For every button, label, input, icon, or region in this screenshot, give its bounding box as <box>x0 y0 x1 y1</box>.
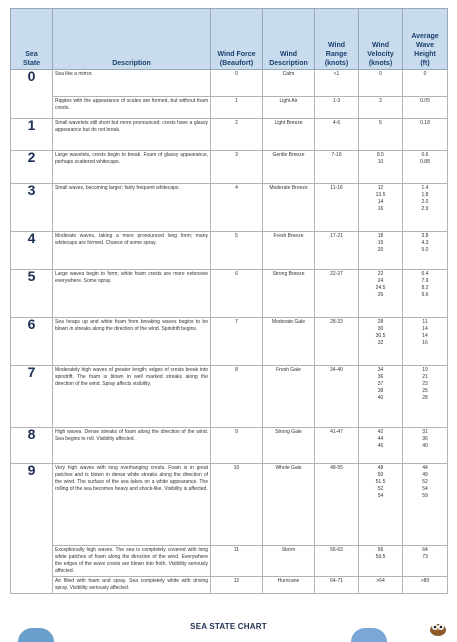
wave-height-cell-value: 7.9 <box>421 278 429 284</box>
table-row <box>11 464 448 546</box>
table-row <box>11 97 448 119</box>
sea-state-table <box>10 8 448 594</box>
description-cell: High waves. Dense streaks of foam along the direction of the wind. Sea begins to roll. Visibility affected. <box>53 428 211 464</box>
wind-description-cell: Fresh Gale <box>263 366 315 428</box>
wave-height-cell-value: 28 <box>422 395 428 401</box>
wind-description-cell: Gentle Breeze <box>263 151 315 184</box>
wind-velocity-cell <box>359 546 403 577</box>
wind-velocity-cell-value: 24.5 <box>375 285 386 291</box>
wave-height-cell-value: 9.6 <box>421 292 429 298</box>
wind-range-cell: 4-6 <box>315 119 359 151</box>
wave-height-cell-value: 0.88 <box>420 159 430 165</box>
description-cell: Ripples with the appearance of scales are formed, but without foam crests. <box>53 97 211 119</box>
table-row <box>11 428 448 464</box>
wind-velocity-cell-value: 30.5 <box>375 333 386 339</box>
table-row <box>11 184 448 232</box>
wind-range-cell: 11-16 <box>315 184 359 232</box>
wind-velocity-cell-value: 14 <box>377 199 384 205</box>
wind-force-cell: 11 <box>211 546 263 577</box>
wind-range-cell: 7-10 <box>315 151 359 184</box>
wave-height-cell-value: 14 <box>422 333 428 339</box>
wave-height-cell-value: 54 <box>422 486 428 492</box>
wind-velocity-cell <box>359 318 403 366</box>
wind-velocity-cell <box>359 97 403 119</box>
wave-height-cell-value: 40 <box>422 443 428 449</box>
wave-height-cell-value: 0 <box>423 71 427 77</box>
wave-height-cell-value: 8.2 <box>421 285 429 291</box>
wave-height-cell-value: 1.8 <box>421 192 429 198</box>
wind-velocity-cell-value: >64 <box>376 578 385 584</box>
table-row <box>11 318 448 366</box>
wave-height-cell-value: 14 <box>422 326 428 332</box>
wave-height-cell-value: 49 <box>422 472 428 478</box>
wind-range-cell: 22-27 <box>315 270 359 318</box>
header-description: Description <box>53 9 211 70</box>
wave-height-cell <box>403 232 448 270</box>
wind-velocity-cell-value: 48 <box>377 465 384 471</box>
wave-height-cell-value: 16 <box>422 340 428 346</box>
wind-velocity-cell-value: 10 <box>377 159 384 165</box>
header-wind-range: Wind Range (knots) <box>315 9 359 70</box>
sea-state-number: 6 <box>11 318 53 366</box>
table-row <box>11 151 448 184</box>
wind-velocity-cell-value: 32 <box>377 340 384 346</box>
description-cell: Small wavelets still short but more pronounced; crests have a glassy appearance but do not break. <box>53 119 211 151</box>
wind-velocity-cell-value: 46 <box>377 443 384 449</box>
wind-range-cell: 1-3 <box>315 97 359 119</box>
wind-force-cell: 2 <box>211 119 263 151</box>
wind-range-cell: 56-63 <box>315 546 359 577</box>
wind-velocity-cell-value: 19 <box>377 240 384 246</box>
wave-height-cell-value: 31 <box>422 429 428 435</box>
wind-velocity-cell <box>359 577 403 594</box>
wave-decoration <box>351 628 387 642</box>
wave-height-cell-value: 52 <box>422 479 428 485</box>
wave-height-cell <box>403 318 448 366</box>
table-header-row <box>11 9 448 70</box>
wave-height-cell <box>403 428 448 464</box>
wind-velocity-cell <box>359 119 403 151</box>
table-row <box>11 119 448 151</box>
wind-velocity-cell-value: 2 <box>379 98 382 104</box>
wind-velocity-cell-value: 40 <box>377 395 384 401</box>
owl-mascot <box>427 618 449 636</box>
description-cell: Sea like a mirror. <box>53 70 211 97</box>
wave-height-cell <box>403 366 448 428</box>
wave-height-cell-value: 23 <box>422 381 428 387</box>
wind-velocity-cell-value: 13.5 <box>375 192 386 198</box>
description-cell: Moderate waves, taking a more pronounced long form; many whitecaps are formed. Chance of some spray. <box>53 232 211 270</box>
wind-force-cell: 5 <box>211 232 263 270</box>
wave-height-cell-value: 0.6 <box>421 152 429 158</box>
wave-height-cell-value: 0.18 <box>420 120 430 126</box>
wind-description-cell: Light Air <box>263 97 315 119</box>
wave-height-cell-value: 3.8 <box>421 233 429 239</box>
sea-state-chart <box>10 8 447 594</box>
wind-velocity-cell-value: 50 <box>377 472 384 478</box>
wind-velocity-cell-value: 54 <box>377 493 384 499</box>
wave-height-cell-value: 21 <box>422 374 428 380</box>
sea-state-number: 8 <box>11 428 53 464</box>
wind-velocity-cell-value: 36 <box>377 374 384 380</box>
wind-velocity-cell-value: 28 <box>377 319 384 325</box>
wind-velocity-cell-value: 51.5 <box>375 479 386 485</box>
wave-height-cell <box>403 270 448 318</box>
wind-velocity-cell <box>359 270 403 318</box>
chart-caption: SEA STATE CHART <box>190 622 267 631</box>
wave-height-cell-value: >80 <box>420 578 430 584</box>
wind-velocity-cell-value: 42 <box>377 429 384 435</box>
wave-height-cell-value: 36 <box>422 436 428 442</box>
table-row <box>11 232 448 270</box>
wind-description-cell: Whole Gale <box>263 464 315 546</box>
wave-height-cell-value: 2.9 <box>421 206 429 212</box>
wave-height-cell-value: 5.0 <box>421 247 429 253</box>
wind-range-cell: 28-33 <box>315 318 359 366</box>
wind-velocity-cell-value: 52 <box>377 486 384 492</box>
wind-velocity-cell-value: 38 <box>377 388 384 394</box>
wave-height-cell-value: 25 <box>422 388 428 394</box>
wave-height-cell-value: 19 <box>422 367 428 373</box>
wind-description-cell: Fresh Breeze <box>263 232 315 270</box>
wave-height-cell-value: 6.4 <box>421 271 429 277</box>
wind-velocity-cell-value: 30 <box>377 326 384 332</box>
description-cell: Exceptionally high waves. The sea is completely covered with long white patches of foam along the direction of the wind. Everywhere the edges of the wave crests are blown into froth. Visibility seriously affected. <box>53 546 211 577</box>
wind-velocity-cell <box>359 151 403 184</box>
wind-range-cell: 64-71 <box>315 577 359 594</box>
wind-description-cell: Moderate Gale <box>263 318 315 366</box>
wind-velocity-cell-value: 18 <box>377 233 384 239</box>
wave-height-cell <box>403 119 448 151</box>
wind-force-cell: 4 <box>211 184 263 232</box>
wind-force-cell: 10 <box>211 464 263 546</box>
sea-state-number: 2 <box>11 151 53 184</box>
wave-height-cell <box>403 70 448 97</box>
wind-force-cell: 1 <box>211 97 263 119</box>
wave-height-cell <box>403 577 448 594</box>
table-body <box>11 70 448 594</box>
wind-velocity-cell-value: 0 <box>379 71 382 77</box>
wave-height-cell-value: 59 <box>422 493 428 499</box>
wind-velocity-cell-value: 5 <box>379 120 382 126</box>
wind-velocity-cell <box>359 232 403 270</box>
wind-velocity-cell-value: 34 <box>377 367 384 373</box>
wind-range-cell: 41-47 <box>315 428 359 464</box>
wind-velocity-cell <box>359 184 403 232</box>
wind-velocity-cell <box>359 428 403 464</box>
wave-height-cell-value: 2.0 <box>421 199 429 205</box>
wind-velocity-cell-value: 20 <box>377 247 384 253</box>
wind-velocity-cell-value: 24 <box>377 278 384 284</box>
wind-range-cell: <1 <box>315 70 359 97</box>
sea-state-number: 4 <box>11 232 53 270</box>
wind-description-cell: Strong Gale <box>263 428 315 464</box>
wave-height-cell <box>403 464 448 546</box>
wave-height-cell-value: 44 <box>422 465 428 471</box>
wind-force-cell: 9 <box>211 428 263 464</box>
wind-velocity-cell-value: 44 <box>377 436 384 442</box>
wind-range-cell: 17-21 <box>315 232 359 270</box>
wind-force-cell: 6 <box>211 270 263 318</box>
wind-force-cell: 7 <box>211 318 263 366</box>
header-wave-height: Average Wave Height (ft) <box>403 9 448 70</box>
wind-description-cell: Light Breeze <box>263 119 315 151</box>
wind-description-cell: Calm <box>263 70 315 97</box>
wind-velocity-cell-value: 56 <box>377 547 384 553</box>
wave-height-cell-value: 4.3 <box>421 240 429 246</box>
wind-velocity-cell-value: 26 <box>377 292 384 298</box>
sea-state-number: 0 <box>11 70 53 119</box>
wind-velocity-cell-value: 8.5 <box>377 152 384 158</box>
wind-force-cell: 8 <box>211 366 263 428</box>
table-row <box>11 366 448 428</box>
wind-range-cell: 48-55 <box>315 464 359 546</box>
wave-height-cell <box>403 184 448 232</box>
table-row <box>11 577 448 594</box>
wind-force-cell: 12 <box>211 577 263 594</box>
wind-velocity-cell <box>359 464 403 546</box>
sea-state-number: 3 <box>11 184 53 232</box>
wind-description-cell: Moderate Breeze <box>263 184 315 232</box>
wind-velocity-cell-value: 37 <box>377 381 384 387</box>
wind-force-cell: 3 <box>211 151 263 184</box>
wave-height-cell-value: 11 <box>422 319 428 325</box>
wind-velocity-cell-value: 12 <box>377 185 384 191</box>
wave-height-cell <box>403 97 448 119</box>
header-wind-velocity: Wind Velocity (knots) <box>359 9 403 70</box>
header-wind-force: Wind Force (Beaufort) <box>211 9 263 70</box>
wind-force-cell: 0 <box>211 70 263 97</box>
description-cell: Very high waves with long overhanging crests. Foam is in great patches and is blown in dense white streaks along the direction of the wind. The surface of the sea takes on a white appearance. The rolling of the sea becomes heavy and shock-like. Visibility is affected. <box>53 464 211 546</box>
table-row <box>11 270 448 318</box>
sea-state-number: 1 <box>11 119 53 151</box>
description-cell: Small waves, becoming larger; fairly frequent whitecaps. <box>53 184 211 232</box>
wave-height-cell-value: 73 <box>422 554 428 560</box>
wind-velocity-cell <box>359 366 403 428</box>
wave-height-cell <box>403 151 448 184</box>
sea-state-number: 5 <box>11 270 53 318</box>
wind-range-cell: 34-40 <box>315 366 359 428</box>
wind-description-cell: Strong Breeze <box>263 270 315 318</box>
header-wind-description: Wind Description <box>263 9 315 70</box>
sea-state-number: 7 <box>11 366 53 428</box>
wave-height-cell-value: 0.05 <box>420 98 430 104</box>
wave-height-cell <box>403 546 448 577</box>
description-cell: Large waves begin to form; white foam crests are more extensive everywhere. Some spray. <box>53 270 211 318</box>
description-cell: Air filled with foam and spray. Sea completely white with driving spray. Visibility seriously affected. <box>53 577 211 594</box>
wind-velocity-cell-value: 59.5 <box>375 554 386 560</box>
wave-height-cell-value: 1.4 <box>421 185 429 191</box>
wind-velocity-cell-value: 22 <box>377 271 384 277</box>
wave-decoration <box>18 628 54 642</box>
wave-height-cell-value: 64 <box>422 547 428 553</box>
header-sea-state: Sea State <box>11 9 53 70</box>
description-cell: Large wavelets, crests begin to break. Foam of glassy appearance, perhaps scattered whitecaps. <box>53 151 211 184</box>
wind-velocity-cell <box>359 70 403 97</box>
wind-description-cell: Hurricane <box>263 577 315 594</box>
table-row <box>11 546 448 577</box>
wind-description-cell: Storm <box>263 546 315 577</box>
wind-velocity-cell-value: 16 <box>377 206 384 212</box>
description-cell: Sea heaps up and white foam from breaking waves begins to be blown in streaks along the direction of the wind. Spindrift begins. <box>53 318 211 366</box>
table-row <box>11 70 448 97</box>
sea-state-number: 9 <box>11 464 53 594</box>
description-cell: Moderately high waves of greater length; edges of crests break into spindrift. The foam is blown in well marked streaks along the direction of the wind. Spray affects visibility. <box>53 366 211 428</box>
